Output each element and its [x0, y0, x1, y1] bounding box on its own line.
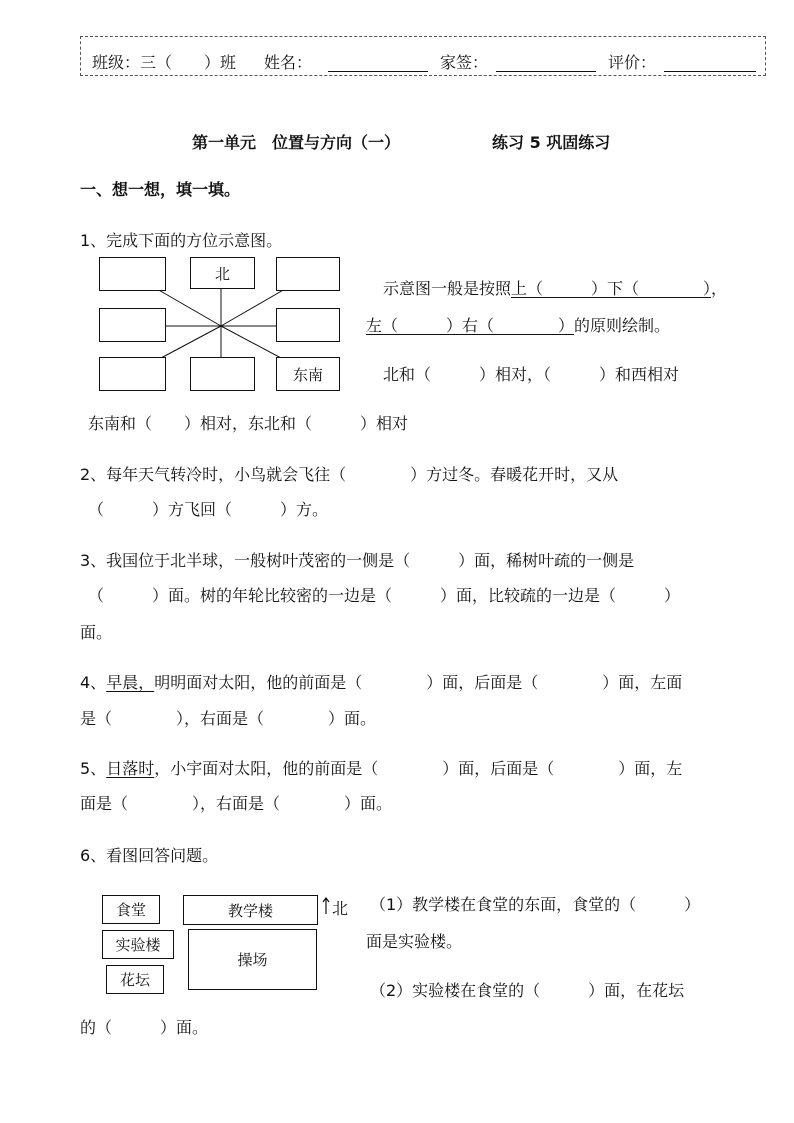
q5-line2: 面是（ ），右面是（ ）面。 — [80, 794, 393, 813]
parent-sign-field[interactable] — [496, 71, 596, 72]
section-heading: 一、想一想，填一填。 — [80, 180, 241, 199]
southeast-label: 东南 — [292, 365, 323, 384]
q6-sub1a: （1）教学楼在食堂的东面，食堂的（ ） — [370, 895, 701, 914]
north-label: 北 — [214, 264, 230, 283]
q6-prompt: 6、看图回答问题。 — [80, 846, 219, 865]
q1-text1b: 上（ ）下（ ） — [511, 279, 712, 298]
q2-line1: 2、每年天气转冷时，小鸟就会飞往（ ）方过冬。春暖花开时，又从 — [80, 465, 619, 484]
q5-rest: ，小宇面对太阳，他的前面是（ ）面，后面是（ ）面，左 — [154, 759, 683, 778]
q1-text3: 北和（ ）相对，（ ）和西相对 — [383, 365, 680, 384]
q1-text2b: 的原则绘制。 — [574, 316, 671, 335]
class-label: 班级：三（ ）班 — [92, 53, 237, 72]
box-northeast[interactable] — [276, 257, 340, 291]
q6-sub2b: 的（ ）面。 — [80, 1018, 209, 1037]
name-field[interactable] — [328, 71, 428, 72]
grade-label: 评价： — [608, 53, 657, 72]
box-southwest[interactable] — [99, 357, 166, 391]
q1-text1c: ， — [711, 279, 728, 298]
q3-line3: 面。 — [80, 623, 113, 642]
q3-line1: 3、我国位于北半球，一般树叶茂密的一侧是（ ）面，稀树叶疏的一侧是 — [80, 551, 635, 570]
q1-text4: 东南和（ ）相对，东北和（ ）相对 — [88, 414, 409, 433]
map-canteen — [102, 895, 160, 924]
north-arrow-icon — [322, 896, 330, 916]
teaching-label: 教学楼 — [227, 901, 273, 920]
garden-label: 花坛 — [119, 971, 150, 989]
q6-sub2a: （2）实验楼在食堂的（ ）面，在花坛 — [370, 981, 685, 1000]
q5-line1 — [80, 756, 682, 779]
name-label: 姓名： — [264, 53, 313, 72]
q2-line2: （ ）方飞回（ ）方。 — [88, 500, 329, 519]
parent-sign-label: 家签： — [440, 53, 489, 72]
map-garden — [106, 965, 164, 994]
q1-prompt: 1、完成下面的方位示意图。 — [80, 231, 283, 250]
lab-label: 实验楼 — [115, 936, 161, 954]
map-north-label: 北 — [332, 899, 349, 918]
q6-sub1b: 面是实验楼。 — [366, 932, 463, 951]
grade-field[interactable] — [664, 71, 756, 72]
map-teaching-building — [183, 895, 318, 925]
box-north — [190, 257, 255, 289]
q1-text1a: 示意图一般是按照 — [383, 279, 512, 298]
box-south[interactable] — [190, 357, 255, 391]
box-west[interactable] — [99, 308, 166, 342]
q4-line1 — [80, 670, 682, 693]
map-playground — [188, 929, 317, 990]
q5-num: 5、 — [80, 759, 107, 778]
box-northwest[interactable] — [99, 257, 166, 291]
exercise-title: 练习 5 巩固练习 — [492, 133, 611, 152]
unit-title: 第一单元 位置与方向（一） — [192, 133, 401, 152]
canteen-label: 食堂 — [115, 901, 146, 919]
q4-rest: 明明面对太阳，他的前面是（ ）面，后面是（ ）面，左面 — [154, 673, 683, 692]
q1-text2 — [366, 313, 670, 336]
q1-text1 — [383, 276, 727, 299]
q1-text2a: 左（ ）右（ ） — [366, 316, 575, 335]
box-east[interactable] — [276, 308, 340, 342]
q4-num: 4、 — [80, 673, 107, 692]
q5-sunset: 日落时 — [106, 759, 155, 778]
playground-label: 操场 — [237, 951, 268, 969]
map-lab — [102, 930, 174, 959]
q3-line2: （ ）面。树的年轮比较密的一边是（ ）面，比较疏的一边是（ ） — [88, 586, 681, 605]
q4-line2: 是（ ），右面是（ ）面。 — [80, 709, 377, 728]
q4-morning: 早晨， — [106, 673, 155, 692]
box-southeast — [276, 357, 340, 391]
